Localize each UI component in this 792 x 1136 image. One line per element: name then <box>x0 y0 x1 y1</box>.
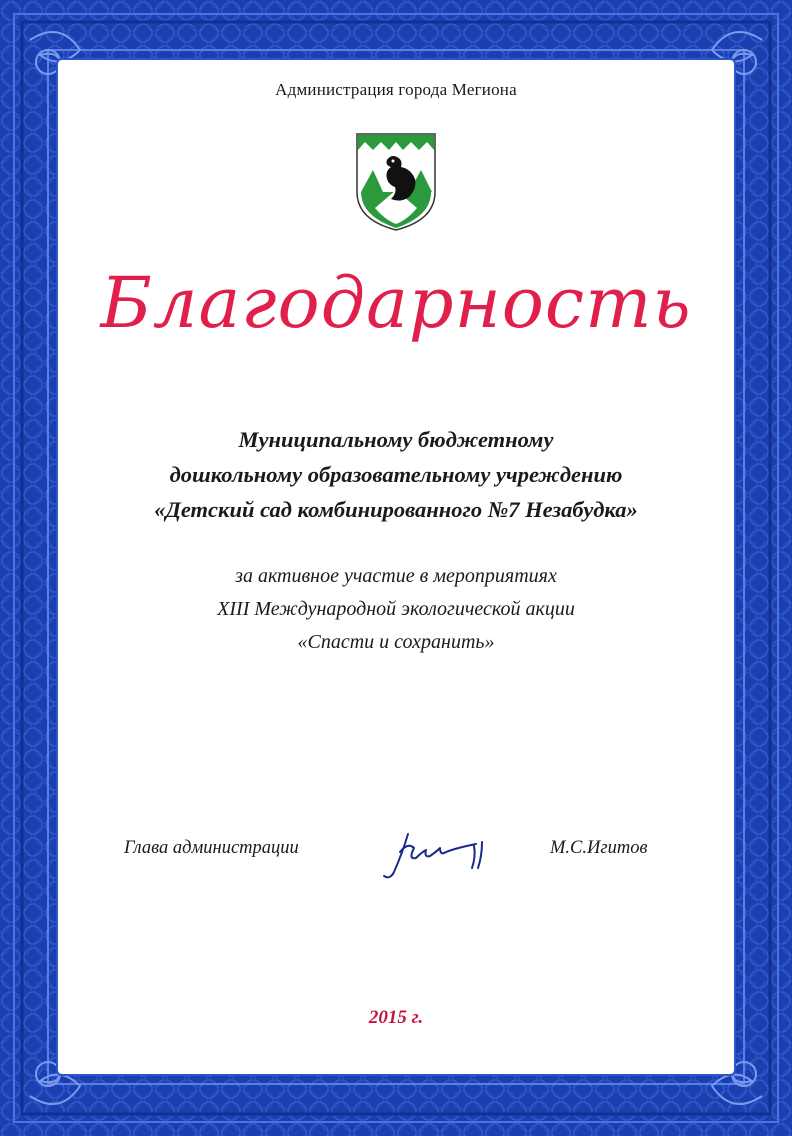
recipient-line: «Детский сад комбинированного №7 Незабудка» <box>154 497 638 522</box>
signature-row <box>0 838 792 888</box>
recipient-line: Муниципальному бюджетному <box>238 427 554 452</box>
issue-year: 2015 г. <box>368 1007 424 1028</box>
issuing-organization: Администрация города Мегиона <box>275 80 517 99</box>
signatory-position: Глава администрации <box>124 838 299 858</box>
reason-line: «Спасти и сохранить» <box>297 631 495 653</box>
reason-line: за активное участие в мероприятиях <box>235 565 557 587</box>
certificate-title: Благодарность <box>100 262 692 344</box>
handwritten-signature <box>378 822 508 884</box>
recipient-block <box>60 422 732 527</box>
reason-block <box>60 560 732 659</box>
city-coat-of-arms-icon <box>353 130 439 234</box>
signatory-name: М.С.Игитов <box>550 838 648 858</box>
reason-line: XIII Международной экологической акции <box>217 598 575 620</box>
recipient-line: дошкольному образовательному учреждению <box>169 462 623 487</box>
